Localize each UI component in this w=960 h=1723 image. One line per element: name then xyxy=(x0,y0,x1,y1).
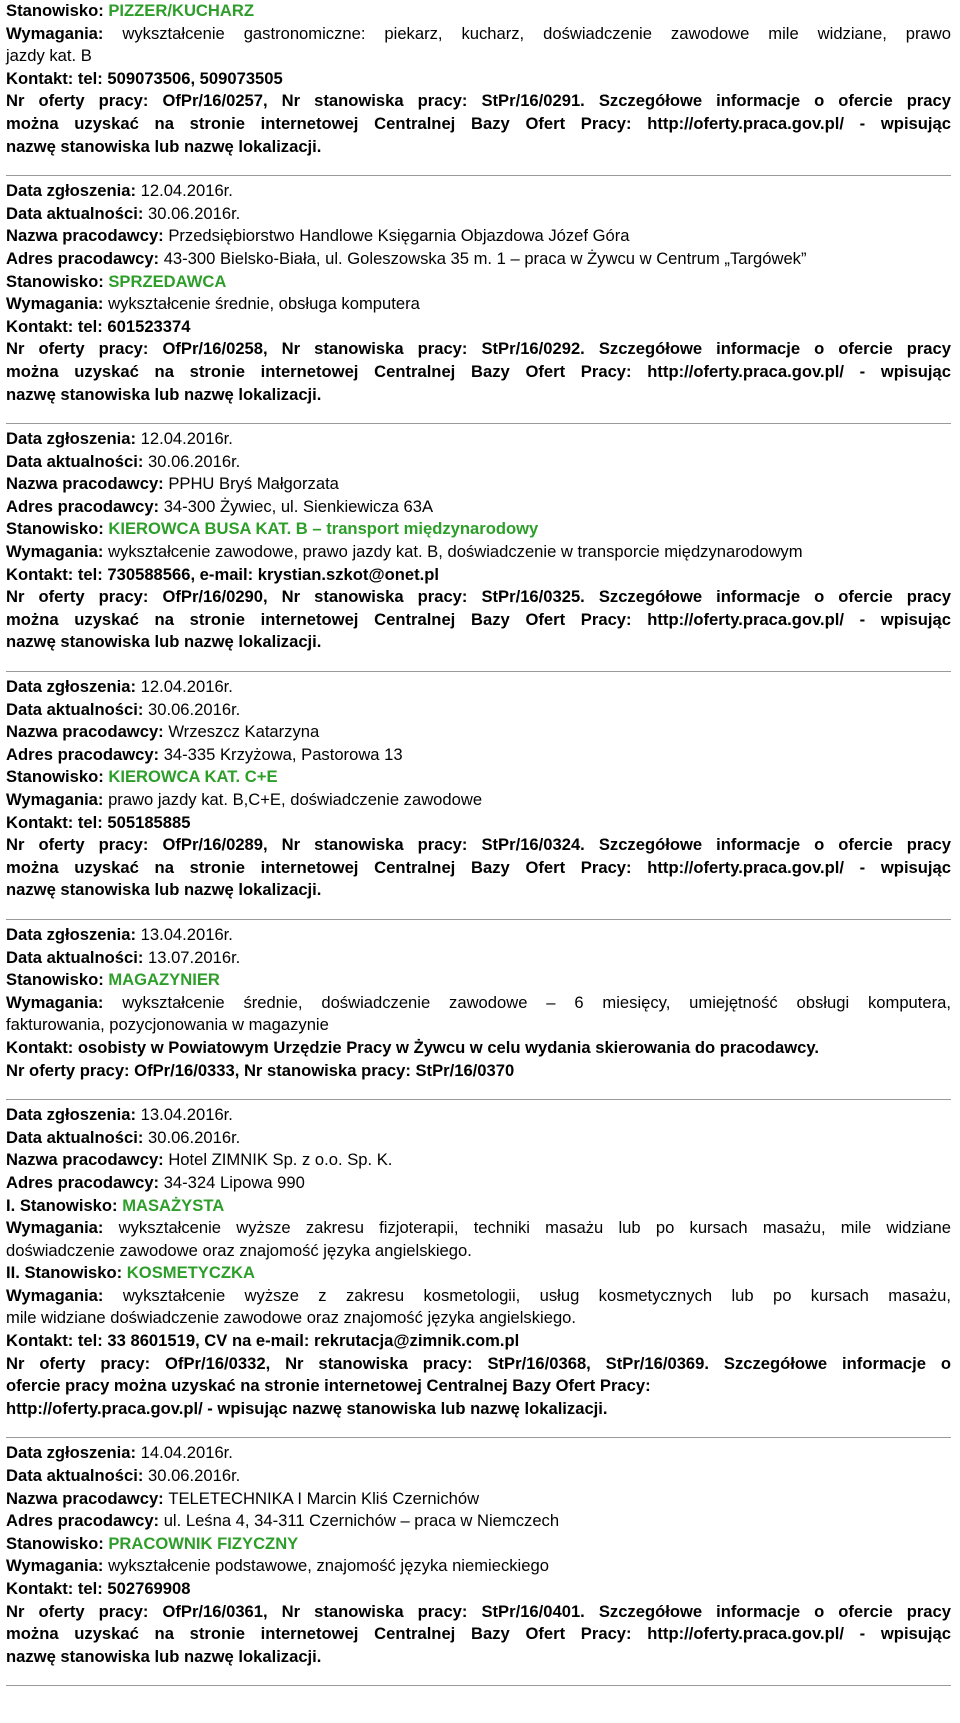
offer-url-suffix: nazwę stanowiska lub nazwę lokalizacji. xyxy=(6,880,322,900)
validity-date-line xyxy=(6,699,951,722)
submission-date-value: 13.04.2016r. xyxy=(140,924,233,944)
position-label: Stanowisko: xyxy=(6,519,109,539)
employer-name-line xyxy=(6,721,951,744)
validity-date-label: Data aktualności: xyxy=(6,1466,149,1486)
contact-label: Kontakt: xyxy=(6,316,78,336)
contact-value: tel: 601523374 xyxy=(77,316,191,336)
validity-date-line xyxy=(6,1127,951,1150)
requirements-line xyxy=(6,789,951,812)
offer-number-line: Nr oferty pracy: OfPr/16/0257, Nr stanowiska pracy: StPr/16/0291. Szczegółowe informacje o ofercie pracy xyxy=(6,91,951,111)
offer-number-line: Nr oferty pracy: OfPr/16/0289, Nr stanowiska pracy: StPr/16/0324. Szczegółowe informacje o ofercie pracy xyxy=(6,835,951,855)
position-line xyxy=(6,518,951,541)
job-offer xyxy=(6,428,951,676)
offer-url-line: można uzyskać na stronie internetowej Centralnej Bazy Ofert Pracy: http://oferty.praca.gov.pl/ - wpisując xyxy=(6,609,951,629)
separator xyxy=(6,1668,951,1690)
offer-url-line: można uzyskać na stronie internetowej Centralnej Bazy Ofert Pracy: http://oferty.praca.gov.pl/ - wpisując xyxy=(6,113,951,133)
requirements-text-cont: jazdy kat. B xyxy=(6,46,92,66)
requirements-label: Wymagania: xyxy=(6,1556,109,1576)
requirements-label: Wymagania: xyxy=(6,1285,123,1305)
requirements-text: prawo jazdy kat. B,C+E, doświadczenie zawodowe xyxy=(108,790,483,809)
requirements-text-cont: doświadczenie zawodowe oraz znajomość języka angielskiego. xyxy=(6,1240,472,1260)
submission-date-label: Data zgłoszenia: xyxy=(6,181,141,201)
employer-name-label: Nazwa pracodawcy: xyxy=(6,1488,169,1508)
employer-address-line xyxy=(6,1172,951,1195)
requirements-text: wykształcenie wyższe zakresu fizjoterapii, techniki masażu lub po kursach masażu, mile widziane xyxy=(118,1218,951,1238)
offer-url-line: można uzyskać na stronie internetowej Centralnej Bazy Ofert Pracy: http://oferty.praca.gov.pl/ - wpisując xyxy=(6,361,951,381)
employer-address-label: Adres pracodawcy: xyxy=(6,1172,164,1192)
employer-name-label: Nazwa pracodawcy: xyxy=(6,226,169,246)
employer-address-label: Adres pracodawcy: xyxy=(6,248,164,268)
requirements-text: wykształcenie gastronomiczne: piekarz, kucharz, doświadczenie zawodowe mile widziane, prawo xyxy=(122,23,951,43)
offer-url-suffix: nazwę stanowiska lub nazwę lokalizacji. xyxy=(6,632,322,652)
validity-date-value: 30.06.2016r. xyxy=(148,451,241,471)
requirements-continuation xyxy=(6,1307,951,1330)
contact-line xyxy=(6,1578,951,1601)
validity-date-label: Data aktualności: xyxy=(6,947,149,967)
position-label: Stanowisko: xyxy=(6,1533,109,1553)
employer-address-label: Adres pracodawcy: xyxy=(6,496,164,516)
submission-date-label: Data zgłoszenia: xyxy=(6,429,141,449)
offer-url-suffix: nazwę stanowiska lub nazwę lokalizacji. xyxy=(6,1646,322,1666)
submission-date-value: 12.04.2016r. xyxy=(140,429,233,449)
contact-value: tel: 730588566, e-mail: krystian.szkot@onet.pl xyxy=(77,564,440,584)
requirements-line xyxy=(6,541,951,564)
position-line-2 xyxy=(6,1262,951,1285)
separator xyxy=(6,1420,951,1442)
requirements-label: Wymagania: xyxy=(6,294,109,314)
contact-label: Kontakt: xyxy=(6,1331,78,1351)
employer-name-value: Hotel ZIMNIK Sp. z o.o. Sp. K. xyxy=(168,1150,393,1170)
contact-value: tel: 509073506, 509073505 xyxy=(77,68,283,88)
employer-address-value: 43-300 Bielsko-Biała, ul. Goleszowska 35 m. 1 – praca w Żywcu w Centrum „Targówek” xyxy=(163,248,807,268)
validity-date-line xyxy=(6,451,951,474)
position-label: Stanowisko: xyxy=(6,271,109,291)
separator xyxy=(6,654,951,676)
offer-number-line: Nr oferty pracy: OfPr/16/0290, Nr stanowiska pracy: StPr/16/0325. Szczegółowe informacje o ofercie pracy xyxy=(6,587,951,607)
requirements-text: wykształcenie zawodowe, prawo jazdy kat. B, doświadczenie w transporcie międzynarodowym xyxy=(108,542,803,562)
employer-name-line xyxy=(6,1488,951,1511)
position-line xyxy=(6,0,951,23)
offer-url-line-2: http://oferty.praca.gov.pl/ - wpisując nazwę stanowiska lub nazwę lokalizacji. xyxy=(6,1398,608,1418)
employer-address-value: 34-335 Krzyżowa, Pastorowa 13 xyxy=(163,744,403,764)
separator xyxy=(6,1082,951,1104)
contact-line xyxy=(6,1037,951,1060)
employer-address-line xyxy=(6,248,951,271)
offer-url-suffix: nazwę stanowiska lub nazwę lokalizacji. xyxy=(6,384,322,404)
position-title: PRACOWNIK FIZYCZNY xyxy=(108,1533,299,1553)
offer-url-line: można uzyskać na stronie internetowej Centralnej Bazy Ofert Pracy: http://oferty.praca.gov.pl/ - wpisując xyxy=(6,857,951,877)
position-line xyxy=(6,1533,951,1556)
employer-name-value: Przedsiębiorstwo Handlowe Księgarnia Objazdowa Józef Góra xyxy=(168,226,630,246)
position-line xyxy=(6,969,951,992)
separator xyxy=(6,902,951,924)
submission-date-label: Data zgłoszenia: xyxy=(6,677,141,697)
submission-date-label: Data zgłoszenia: xyxy=(6,924,141,944)
employer-address-line xyxy=(6,496,951,519)
validity-date-label: Data aktualności: xyxy=(6,1127,149,1147)
job-offer xyxy=(6,0,951,180)
requirements-line xyxy=(6,1285,951,1308)
position-title: MASAŻYSTA xyxy=(122,1195,225,1215)
job-offer xyxy=(6,1442,951,1690)
submission-date-line xyxy=(6,428,951,451)
position-label: Stanowisko: xyxy=(6,767,109,787)
separator xyxy=(6,158,951,180)
submission-date-value: 12.04.2016r. xyxy=(140,181,233,201)
offer-url-line: można uzyskać na stronie internetowej Centralnej Bazy Ofert Pracy: http://oferty.praca.gov.pl/ - wpisując xyxy=(6,1624,951,1644)
validity-date-line xyxy=(6,1465,951,1488)
position-line-1 xyxy=(6,1195,951,1218)
position-label: Stanowisko: xyxy=(6,1,109,20)
requirements-text-cont: mile widziane doświadczenie zawodowe oraz znajomość języka angielskiego. xyxy=(6,1308,577,1328)
validity-date-label: Data aktualności: xyxy=(6,699,149,719)
job-offer xyxy=(6,1104,951,1442)
validity-date-value: 13.07.2016r. xyxy=(148,947,241,967)
job-offer xyxy=(6,924,951,1104)
requirements-line xyxy=(6,23,951,46)
employer-name-value: PPHU Bryś Małgorzata xyxy=(168,474,339,494)
contact-line xyxy=(6,68,951,91)
offer-number-line: Nr oferty pracy: OfPr/16/0258, Nr stanowiska pracy: StPr/16/0292. Szczegółowe informacje o ofercie pracy xyxy=(6,339,951,359)
submission-date-value: 12.04.2016r. xyxy=(140,677,233,697)
position-title: PIZZER/KUCHARZ xyxy=(108,1,254,20)
requirements-continuation xyxy=(6,45,951,68)
employer-address-line xyxy=(6,744,951,767)
requirements-label: Wymagania: xyxy=(6,542,109,562)
contact-label: Kontakt: xyxy=(6,812,78,832)
offer-url-line: ofercie pracy można uzyskać na stronie internetowej Centralnej Bazy Ofert Pracy: xyxy=(6,1376,651,1396)
requirements-line xyxy=(6,293,951,316)
contact-label: Kontakt: xyxy=(6,564,78,584)
employer-address-label: Adres pracodawcy: xyxy=(6,1511,164,1531)
contact-label: Kontakt: xyxy=(6,68,78,88)
requirements-text: wykształcenie średnie, obsługa komputera xyxy=(108,294,420,314)
contact-label: Kontakt: xyxy=(6,1579,78,1598)
contact-line xyxy=(6,1330,951,1353)
submission-date-value: 13.04.2016r. xyxy=(140,1105,233,1125)
contact-line xyxy=(6,812,951,835)
employer-address-value: ul. Leśna 4, 34-311 Czernichów – praca w Niemczech xyxy=(163,1511,560,1531)
submission-date-label: Data zgłoszenia: xyxy=(6,1443,141,1463)
submission-date-line xyxy=(6,676,951,699)
position-line xyxy=(6,766,951,789)
position-line xyxy=(6,271,951,294)
contact-line xyxy=(6,564,951,587)
validity-date-value: 30.06.2016r. xyxy=(148,1127,241,1147)
position-title: KIEROWCA KAT. C+E xyxy=(108,767,278,787)
employer-name-line xyxy=(6,1149,951,1172)
validity-date-value: 30.06.2016r. xyxy=(148,699,241,719)
offer-number-line: Nr oferty pracy: OfPr/16/0361, Nr stanowiska pracy: StPr/16/0401. Szczegółowe informacje o ofercie pracy xyxy=(6,1601,951,1621)
position-label: II. Stanowisko: xyxy=(6,1263,127,1283)
employer-address-line xyxy=(6,1510,951,1533)
submission-date-line xyxy=(6,180,951,203)
offer-number-line: Nr oferty pracy: OfPr/16/0332, Nr stanowiska pracy: StPr/16/0368, StPr/16/0369. Szczegółowe informacje o xyxy=(6,1353,951,1373)
position-label: I. Stanowisko: xyxy=(6,1195,123,1215)
contact-label: Kontakt: xyxy=(6,1037,78,1057)
requirements-label: Wymagania: xyxy=(6,790,109,809)
employer-name-line xyxy=(6,473,951,496)
employer-name-value: TELETECHNIKA I Marcin Kliś Czernichów xyxy=(168,1488,480,1508)
submission-date-line xyxy=(6,924,951,947)
job-offer xyxy=(6,180,951,428)
position-title: KOSMETYCZKA xyxy=(126,1263,255,1283)
validity-date-label: Data aktualności: xyxy=(6,203,149,223)
requirements-text-cont: fakturowania, pozycjonowania w magazynie xyxy=(6,1015,329,1035)
requirements-label: Wymagania: xyxy=(6,23,123,43)
position-label: Stanowisko: xyxy=(6,970,109,990)
position-title: SPRZEDAWCA xyxy=(108,271,227,291)
employer-name-label: Nazwa pracodawcy: xyxy=(6,474,169,494)
requirements-line xyxy=(6,992,951,1015)
position-title: MAGAZYNIER xyxy=(108,970,220,990)
job-offer xyxy=(6,676,951,924)
validity-date-line xyxy=(6,203,951,226)
submission-date-line xyxy=(6,1104,951,1127)
requirements-line xyxy=(6,1555,951,1578)
employer-name-label: Nazwa pracodawcy: xyxy=(6,722,169,742)
requirements-line xyxy=(6,1217,951,1240)
requirements-text: wykształcenie wyższe z zakresu kosmetologii, usług kosmetycznych lub po kursach masażu, xyxy=(122,1285,951,1305)
contact-value: tel: 33 8601519, CV na e-mail: rekrutacja@zimnik.com.pl xyxy=(77,1331,520,1351)
employer-name-label: Nazwa pracodawcy: xyxy=(6,1150,169,1170)
contact-value: tel: 502769908 xyxy=(77,1579,191,1598)
contact-line xyxy=(6,316,951,339)
submission-date-label: Data zgłoszenia: xyxy=(6,1105,141,1125)
position-title: KIEROWCA BUSA KAT. B – transport międzynarodowy xyxy=(108,519,539,539)
employer-name-line xyxy=(6,225,951,248)
employer-address-label: Adres pracodawcy: xyxy=(6,744,164,764)
requirements-text: wykształcenie podstawowe, znajomość języka niemieckiego xyxy=(108,1556,549,1576)
separator xyxy=(6,406,951,428)
validity-date-label: Data aktualności: xyxy=(6,451,149,471)
submission-date-value: 14.04.2016r. xyxy=(140,1443,233,1463)
offer-number-line: Nr oferty pracy: OfPr/16/0333, Nr stanowiska pracy: StPr/16/0370 xyxy=(6,1060,515,1080)
requirements-continuation xyxy=(6,1240,951,1263)
submission-date-line xyxy=(6,1442,951,1465)
requirements-continuation xyxy=(6,1014,951,1037)
validity-date-line xyxy=(6,947,951,970)
requirements-label: Wymagania: xyxy=(6,1218,119,1238)
requirements-text: wykształcenie średnie, doświadczenie zawodowe – 6 miesięcy, umiejętność obsługi komputera, xyxy=(122,992,951,1012)
validity-date-value: 30.06.2016r. xyxy=(148,203,241,223)
employer-address-value: 34-324 Lipowa 990 xyxy=(163,1172,305,1192)
offer-url-suffix: nazwę stanowiska lub nazwę lokalizacji. xyxy=(6,136,322,156)
contact-value: osobisty w Powiatowym Urzędzie Pracy w Żywcu w celu wydania skierowania do pracodawcy. xyxy=(77,1037,820,1057)
requirements-label: Wymagania: xyxy=(6,992,123,1012)
employer-address-value: 34-300 Żywiec, ul. Sienkiewicza 63A xyxy=(163,496,434,516)
contact-value: tel: 505185885 xyxy=(77,812,191,832)
validity-date-value: 30.06.2016r. xyxy=(148,1466,241,1486)
employer-name-value: Wrzeszcz Katarzyna xyxy=(168,722,320,742)
